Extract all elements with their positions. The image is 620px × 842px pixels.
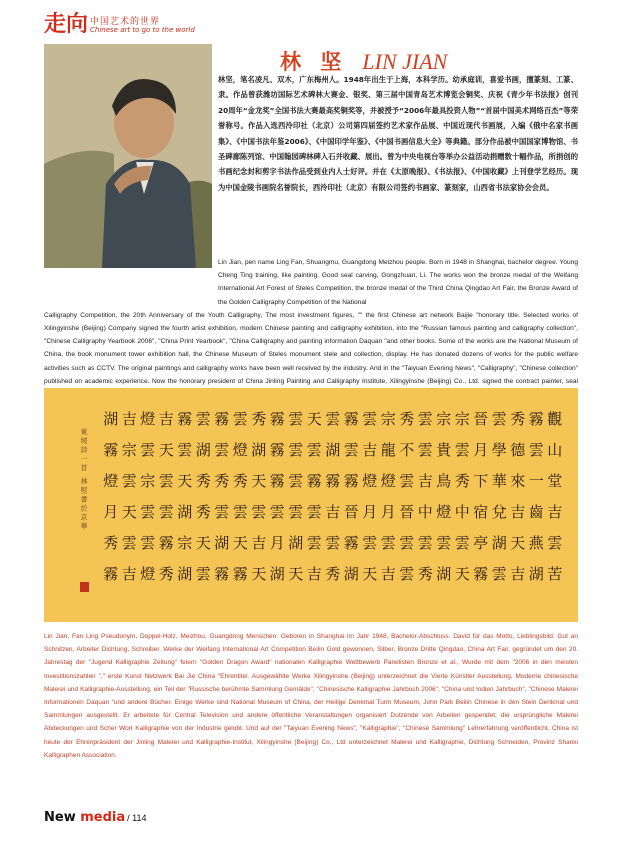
calligraphy-glyph: 吉 xyxy=(158,410,174,428)
calligraphy-glyph: 吉 xyxy=(510,565,526,583)
calligraphy-glyph: 月 xyxy=(103,503,119,521)
calligraphy-glyph: 雲 xyxy=(343,441,359,459)
calligraphy-glyph: 燈 xyxy=(232,441,248,459)
calligraphy-glyph: 月 xyxy=(269,534,285,552)
calligraphy-glyph: 下 xyxy=(473,472,489,490)
title-english: LIN JIAN xyxy=(362,49,448,74)
calligraphy-glyph: 湖 xyxy=(288,534,304,552)
calligraphy-glyph: 雲 xyxy=(306,503,322,521)
calligraphy-glyph: 中 xyxy=(454,503,470,521)
calligraphy-glyph: 霧 xyxy=(214,410,230,428)
calligraphy-glyph: 堂 xyxy=(547,472,563,490)
calligraphy-glyph: 秀 xyxy=(232,472,248,490)
calligraphy-glyph: 湖 xyxy=(214,534,230,552)
calligraphy-glyph: 山 xyxy=(547,441,563,459)
calligraphy-glyph: 宿 xyxy=(473,503,489,521)
calligraphy-glyph: 天 xyxy=(121,503,137,521)
calligraphy-glyph: 來 xyxy=(510,472,526,490)
calligraphy-glyph: 湖 xyxy=(251,441,267,459)
calligraphy-glyph: 雲 xyxy=(454,534,470,552)
calligraphy-glyph: 霧 xyxy=(177,410,193,428)
calligraphy-glyph: 天 xyxy=(232,534,248,552)
calligraphy-glyph: 雲 xyxy=(417,534,433,552)
calligraphy-glyph: 燈 xyxy=(103,472,119,490)
calligraphy-inscription: 東坡詩一首 林堅書於京華 xyxy=(80,428,88,532)
calligraphy-glyph: 湖 xyxy=(436,565,452,583)
masthead-en: Chinese art to go to the world xyxy=(90,26,195,34)
masthead xyxy=(44,12,204,38)
calligraphy-glyph: 湖 xyxy=(269,565,285,583)
calligraphy-glyph: 霧 xyxy=(473,565,489,583)
calligraphy-glyph: 秀 xyxy=(510,410,526,428)
calligraphy-glyph: 雲 xyxy=(306,441,322,459)
seal-stamp xyxy=(80,582,89,592)
page-title xyxy=(280,46,447,72)
calligraphy-glyph: 雲 xyxy=(399,472,415,490)
calligraphy-glyph: 天 xyxy=(362,565,378,583)
calligraphy-glyph: 燈 xyxy=(436,503,452,521)
calligraphy-glyph: 天 xyxy=(195,534,211,552)
calligraphy-glyph: 吉 xyxy=(362,441,378,459)
calligraphy-glyph: 霧 xyxy=(325,472,341,490)
calligraphy-glyph: 燈 xyxy=(380,472,396,490)
calligraphy-glyph: 學 xyxy=(491,441,507,459)
biography-english xyxy=(44,256,578,401)
calligraphy-glyph: 雲 xyxy=(288,441,304,459)
calligraphy-glyph: 秀 xyxy=(195,472,211,490)
calligraphy-glyph: 雲 xyxy=(232,503,248,521)
biography-german: Lin Jian, Fan Ling Pseudonym, Doppel-Holz, Meizhou, Guangdong Menschen. Geboren in Shanghai im Jahr 1948, Bachelor-Abschluss. David für das Motto, Lieblingsbild. Gut an Schnitzen, Arbeiter Dichtung, Schreiber. Werke der Weifang International Art Competition Beilin Gold gewonnen, Silber, Bronze Dritte Qingdao, China Art Fair, gegründet um den 20. Jahrestag der "Jugend Kalligraphie Zeitung" feiern "Golden Dragon Award" nationalen Kalligraphie Wettbewerb Panelisten Bronze et al., Wurde mit dem "2006 in den meisten Investitionszahlen "," erste Kunst Netzwerk Bai Jie China "Ehrentitel. Ausgewählte Werke Xilingyinshe (Beijing) unterzeichnet die Vierte Künstler Ausstellung, Moderne chinesische Malerei und Kalligraphie-Ausstellung, ein Teil der "Russische berühmte Sammlung Gemälde", "Chinesische Kalligraphie Jahrbuch 2006", "China und Indien Jahrbuch", "Chinese Malerei Informationen Daquan "und andere Bücher. Einige Werke sind National Museum of China, der Heilige Denkmal Turm Museum, John Park Beilin Chinese in den Stein Denkmal und Sammlungen ausgestellt. Er arbeitete für Central Television und andere öffentliche Veranstaltungen organisiert Dutzende von Arbeiten gespendet, die ursprüngliche Malerei Abdeckungen und Scher Wort Kalligraphie von der Industrie gelobt. Und auf der "Taiyuan Evening News", "Kalligraphie", "Chinese Sammlung" Lehrerfahrung veröffentlicht. China ist heute der Ehrenpräsident der Jinling Malerei und Kalligraphie-Institut, Xilingyinshe (Beijing) Co., Ltd unterzeichnet Malerei und Kalligraphie, Dichtung Schneiden, Provinz Shanxi Kalligraphen Association. xyxy=(44,633,578,759)
calligraphy-glyph: 雲 xyxy=(454,441,470,459)
calligraphy-glyph: 天 xyxy=(177,472,193,490)
calligraphy-glyph: 雲 xyxy=(399,565,415,583)
calligraphy-glyph: 宗 xyxy=(380,410,396,428)
calligraphy-glyph: 雲 xyxy=(158,503,174,521)
calligraphy-glyph: 霧 xyxy=(343,534,359,552)
calligraphy-glyph: 貴 xyxy=(436,441,452,459)
calligraphy-glyph: 雲 xyxy=(306,534,322,552)
calligraphy-glyph: 霧 xyxy=(306,472,322,490)
calligraphy-glyph: 吉 xyxy=(251,534,267,552)
calligraphy-glyph: 雲 xyxy=(140,534,156,552)
calligraphy-glyph: 亭 xyxy=(473,534,489,552)
calligraphy-glyph: 秀 xyxy=(417,565,433,583)
calligraphy-glyph: 月 xyxy=(473,441,489,459)
masthead-logo: 走向 xyxy=(44,11,89,37)
calligraphy-glyph: 天 xyxy=(454,565,470,583)
calligraphy-glyph: 湖 xyxy=(491,534,507,552)
calligraphy-glyph: 中 xyxy=(417,503,433,521)
calligraphy-glyph: 鳥 xyxy=(436,472,452,490)
calligraphy-glyph: 天 xyxy=(510,534,526,552)
calligraphy-glyph: 天 xyxy=(158,441,174,459)
calligraphy-glyph: 雲 xyxy=(491,565,507,583)
calligraphy-glyph: 龍 xyxy=(380,441,396,459)
calligraphy-glyph: 雲 xyxy=(325,534,341,552)
calligraphy-glyph: 雲 xyxy=(140,503,156,521)
calligraphy-glyph: 雲 xyxy=(140,441,156,459)
calligraphy-glyph: 秀 xyxy=(103,534,119,552)
calligraphy-glyph: 秀 xyxy=(195,503,211,521)
calligraphy-glyph: 秀 xyxy=(158,565,174,583)
brand-new: New xyxy=(44,810,76,825)
calligraphy-glyph: 齒 xyxy=(528,503,544,521)
calligraphy-glyph: 雲 xyxy=(214,503,230,521)
calligraphy-glyph: 雲 xyxy=(232,410,248,428)
calligraphy-glyph: 宗 xyxy=(454,410,470,428)
calligraphy-glyph: 霧 xyxy=(269,441,285,459)
calligraphy-glyph: 德 xyxy=(510,441,526,459)
calligraphy-glyph: 宗 xyxy=(177,534,193,552)
biography-english-intro: Lin Jian, pen name Ling Fan, Shuangmu, Guangdong Meizhou people. Born in 1948 in Shanghai, bachelor degree. Young Cheng Ting training, like painting. Good seal carving, Gongzhuan, Li. The works won the bronze medal of the Weifang International Art Forest of Steles Competition, the bronze medal of the Third China Qingdao Art Fair, the Bronze Award of the Golden Calligraphy Competition of the National xyxy=(218,259,578,306)
calligraphy-glyph: 吉 xyxy=(417,472,433,490)
calligraphy-glyph: 霧 xyxy=(103,441,119,459)
calligraphy-glyph: 雲 xyxy=(288,503,304,521)
calligraphy-glyph: 吉 xyxy=(121,410,137,428)
calligraphy-glyph: 燈 xyxy=(140,565,156,583)
calligraphy-glyph: 雲 xyxy=(177,441,193,459)
calligraphy-glyph: 不 xyxy=(399,441,415,459)
calligraphy-glyph: 天 xyxy=(251,472,267,490)
calligraphy-glyph: 雲 xyxy=(491,410,507,428)
calligraphy-canvas xyxy=(44,388,578,622)
calligraphy-glyph: 雲 xyxy=(121,472,137,490)
calligraphy-glyph: 雲 xyxy=(399,534,415,552)
calligraphy-glyph: 霧 xyxy=(343,410,359,428)
calligraphy-glyph: 雲 xyxy=(528,441,544,459)
calligraphy-glyph: 雲 xyxy=(269,503,285,521)
calligraphy-glyph: 雲 xyxy=(251,503,267,521)
calligraphy-glyph: 霧 xyxy=(528,410,544,428)
calligraphy-glyph: 湖 xyxy=(325,441,341,459)
calligraphy-glyph: 霧 xyxy=(269,410,285,428)
calligraphy-glyph: 觀 xyxy=(547,410,563,428)
calligraphy-glyph: 霧 xyxy=(343,472,359,490)
calligraphy-glyph: 一 xyxy=(528,472,544,490)
calligraphy-glyph: 雲 xyxy=(214,441,230,459)
biography-chinese: 林坚，笔名凌凡、双木，广东梅州人。1948年出生于上海，本科学历。幼承庭训，喜爱书画，擅篆刻、工篆、隶。作品曾获潍坊国际艺术碑林大赛金、银奖、第三届中国青岛艺术博览会铜奖、庆祝《青少年书法报》创刊20周年“金龙奖”全国书法大赛最高奖铜奖等，并被授予“2006年最具投资人物”“首届中国美术网络百杰”等荣誉称号。作品入选西泠印社（北京）公司第四届签约艺术家作品展、中国近现代书画展，入编《俄中名家书画集》、《中国书法年鉴2006》、《中国印学年鉴》、《中国书画信息大全》等典籍。部分作品被中国国家博物馆、书圣碑廊陈列馆、中国翰园碑林碑入石并收藏、展出。曾为中央电视台等举办公益活动捐赠数十幅作品，所捐创的书画纪念封和剪字书法作品受到业内人士好评。并在《太原晚报》、《书法报》、《中国收藏》上刊登学艺经历。现为中国金陵书画院名誉院长，西泠印社（北京）有限公司签约书画家、篆刻家，山西省书法家协会会员。 xyxy=(218,75,578,192)
calligraphy-glyph: 雲 xyxy=(195,410,211,428)
calligraphy-glyph: 宗 xyxy=(121,441,137,459)
calligraphy-glyph: 霧 xyxy=(158,534,174,552)
calligraphy-glyph: 天 xyxy=(251,565,267,583)
calligraphy-artwork xyxy=(44,388,578,622)
calligraphy-glyph: 燈 xyxy=(362,472,378,490)
calligraphy-glyph: 天 xyxy=(288,565,304,583)
calligraphy-glyph: 月 xyxy=(362,503,378,521)
calligraphy-glyph: 雲 xyxy=(195,565,211,583)
calligraphy-glyph: 燈 xyxy=(140,410,156,428)
biography-english-body: Calligraphy Competition, the 20th Anniversary of the Youth Calligraphy, The most investment figures, "" the first Chinese art network Baijie "honorary title. Selected works of Xilingyinshe (Beijing) Company signed the fourth artist exhibition, modern Chinese painting and calligraphy exhibition, into the "Russian famous painting and calligraphy collection", "Chinese Calligraphy Yearbook 2006", "China Print Yearbook", "China Calligraphy and painting information Daquan "and other books. Some of the works are the National Museum of China, the book monument tower exhibition hall, the Chinese Museum of Steles monument stele and collection, display. He has donated dozens of works for the public welfare activities such as CCTV. The original paintings and calligraphy works have been well received by the industry. And in the "Taiyuan Evening News", "Calligraphy", "Chinese collection" published on academic experience. Now the honorary president of China Jinling Painting and Calligraphy Institute, Xilingyinshe (Beijing) Co., Ltd. signed the contract painter, seal xyxy=(44,311,578,385)
calligraphy-glyph: 秀 xyxy=(454,472,470,490)
page-number: / 114 xyxy=(127,813,147,823)
calligraphy-glyph: 吉 xyxy=(306,565,322,583)
calligraphy-glyph: 湖 xyxy=(103,410,119,428)
calligraphy-glyph: 雲 xyxy=(121,534,137,552)
masthead-cn: 中国艺术的世界 xyxy=(90,17,161,27)
calligraphy-glyph: 秀 xyxy=(325,565,341,583)
calligraphy-glyph: 晉 xyxy=(399,503,415,521)
calligraphy-glyph: 霧 xyxy=(103,565,119,583)
calligraphy-glyph: 雲 xyxy=(158,472,174,490)
calligraphy-glyph: 霧 xyxy=(269,472,285,490)
calligraphy-glyph: 湖 xyxy=(343,565,359,583)
calligraphy-glyph: 苦 xyxy=(547,565,563,583)
calligraphy-glyph: 霧 xyxy=(232,565,248,583)
calligraphy-glyph: 雲 xyxy=(547,534,563,552)
calligraphy-glyph: 吉 xyxy=(510,503,526,521)
calligraphy-glyph: 雲 xyxy=(362,410,378,428)
calligraphy-glyph: 宗 xyxy=(436,410,452,428)
portrait-illustration xyxy=(44,44,212,268)
calligraphy-glyph: 燕 xyxy=(528,534,544,552)
calligraphy-glyph: 吉 xyxy=(325,503,341,521)
calligraphy-glyph: 雲 xyxy=(362,534,378,552)
calligraphy-glyph: 湖 xyxy=(177,565,193,583)
title-chinese: 林 坚 xyxy=(280,49,348,74)
calligraphy-glyph: 晉 xyxy=(473,410,489,428)
brand-media: media xyxy=(80,810,126,825)
calligraphy-glyph: 秀 xyxy=(214,472,230,490)
calligraphy-glyph: 雲 xyxy=(288,410,304,428)
magazine-brand xyxy=(44,810,125,825)
calligraphy-glyph: 吉 xyxy=(547,503,563,521)
calligraphy-glyph: 湖 xyxy=(528,565,544,583)
calligraphy-glyph: 月 xyxy=(380,503,396,521)
calligraphy-glyph: 雲 xyxy=(417,410,433,428)
calligraphy-glyph: 晉 xyxy=(343,503,359,521)
calligraphy-glyph: 雲 xyxy=(288,472,304,490)
calligraphy-glyph: 吉 xyxy=(121,565,137,583)
calligraphy-glyph: 秀 xyxy=(399,410,415,428)
calligraphy-glyph: 雲 xyxy=(436,534,452,552)
calligraphy-glyph: 兌 xyxy=(491,503,507,521)
calligraphy-glyph: 華 xyxy=(491,472,507,490)
calligraphy-glyph: 湖 xyxy=(177,503,193,521)
calligraphy-glyph: 吉 xyxy=(380,565,396,583)
calligraphy-glyph: 霧 xyxy=(214,565,230,583)
calligraphy-glyph: 宗 xyxy=(140,472,156,490)
calligraphy-glyph: 雲 xyxy=(325,410,341,428)
calligraphy-glyph: 天 xyxy=(306,410,322,428)
artist-portrait xyxy=(44,44,212,268)
calligraphy-glyph: 雲 xyxy=(417,441,433,459)
calligraphy-glyph: 秀 xyxy=(251,410,267,428)
page-footer xyxy=(44,806,147,825)
calligraphy-glyph: 雲 xyxy=(380,534,396,552)
calligraphy-glyph: 湖 xyxy=(195,441,211,459)
